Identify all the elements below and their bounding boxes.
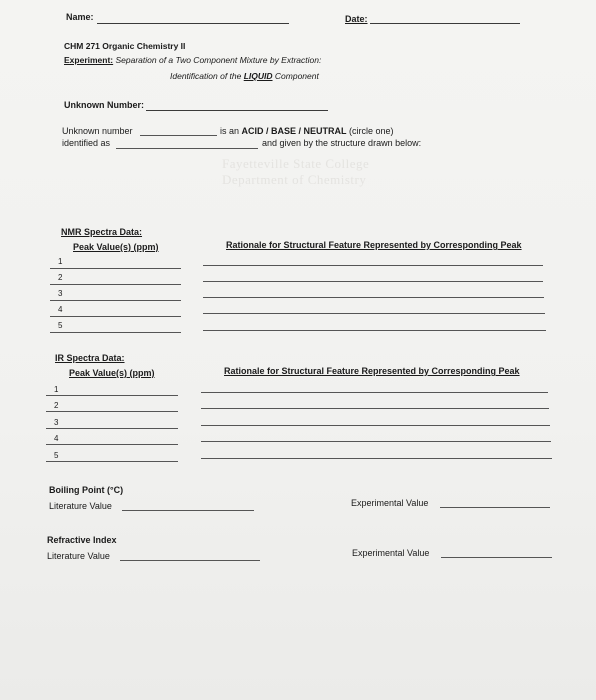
- ir-peak-field[interactable]: [46, 428, 178, 429]
- nmr-row-number: 2: [58, 273, 63, 282]
- nmr-rationale-field[interactable]: [203, 297, 544, 298]
- ir-peak-field[interactable]: [46, 444, 178, 445]
- ir-row-number: 1: [54, 385, 59, 394]
- nmr-row-number: 4: [58, 305, 63, 314]
- unknown-sentence-right-2: and given by the structure drawn below:: [262, 138, 422, 148]
- experiment-line: [64, 55, 321, 66]
- unknown-number-blank[interactable]: [140, 135, 217, 136]
- date-field[interactable]: [370, 23, 520, 24]
- identification-prefix: Identification of the: [170, 71, 244, 81]
- nmr-row-number: 3: [58, 289, 63, 298]
- nmr-peak-header: [73, 242, 159, 253]
- nmr-section-title: NMR Spectra Data:: [61, 227, 143, 237]
- nmr-row-number: 1: [58, 257, 63, 266]
- ir-row-number: 4: [54, 434, 59, 443]
- identification-line: [170, 71, 319, 82]
- ir-section-title: IR Spectra Data:: [55, 353, 125, 363]
- nmr-rationale-field[interactable]: [203, 313, 545, 314]
- acid-base-prefix: is an: [220, 126, 242, 136]
- nmr-peak-header-text: Peak Value(s) (ppm): [73, 242, 159, 252]
- name-label: Name:: [66, 12, 94, 22]
- boiling-experimental-field[interactable]: [440, 507, 550, 508]
- experiment-label: Experiment:: [64, 55, 114, 65]
- ir-row-number: 2: [54, 401, 59, 410]
- identified-as-blank[interactable]: [116, 148, 258, 149]
- nmr-peak-field[interactable]: [50, 300, 181, 301]
- boiling-point-title: Boiling Point (°C): [49, 485, 124, 495]
- unknown-number-field[interactable]: [146, 110, 328, 111]
- unknown-sentence-right-1: [220, 126, 394, 137]
- ir-rationale-header: Rationale for Structural Feature Represented by Corresponding Peak: [224, 366, 520, 376]
- ir-row-number: 3: [54, 418, 59, 427]
- ir-peak-header-text: Peak Value(s) (ppm): [69, 368, 155, 378]
- refractive-index-title: Refractive Index: [47, 535, 117, 545]
- boiling-literature-label: Literature Value: [49, 501, 112, 511]
- ir-rationale-field[interactable]: [201, 425, 550, 426]
- ir-peak-header: [69, 368, 155, 379]
- nmr-peak-field[interactable]: [50, 332, 181, 333]
- unknown-number-label: Unknown Number:: [64, 100, 144, 110]
- boiling-literature-field[interactable]: [122, 510, 254, 511]
- refractive-experimental-field[interactable]: [441, 557, 552, 558]
- course-title: CHM 271 Organic Chemistry II: [64, 41, 186, 51]
- circle-one-note: (circle one): [346, 126, 394, 136]
- experiment-title: Separation of a Two Component Mixture by Extraction:: [115, 55, 322, 65]
- unknown-sentence-left-2: identified as: [62, 138, 111, 148]
- nmr-rationale-field[interactable]: [203, 281, 543, 282]
- ir-rationale-field[interactable]: [201, 441, 551, 442]
- nmr-rationale-field[interactable]: [203, 265, 543, 266]
- nmr-rationale-field[interactable]: [203, 330, 546, 331]
- watermark-line-2: Department of Chemistry: [222, 172, 367, 187]
- acid-base-neutral-options[interactable]: ACID / BASE / NEUTRAL: [241, 126, 347, 136]
- nmr-peak-field[interactable]: [50, 268, 181, 269]
- date-label: Date:: [345, 14, 368, 24]
- unknown-sentence-left-1: Unknown number: [62, 126, 133, 136]
- watermark-line-1: Fayetteville State College: [222, 156, 370, 171]
- ir-peak-field[interactable]: [46, 461, 178, 462]
- refractive-experimental-label: Experimental Value: [352, 548, 430, 558]
- name-field[interactable]: [97, 23, 289, 24]
- identification-suffix: Component: [272, 71, 319, 81]
- ir-rationale-field[interactable]: [201, 392, 548, 393]
- boiling-experimental-label: Experimental Value: [351, 498, 429, 508]
- nmr-rationale-header: Rationale for Structural Feature Represented by Corresponding Peak: [226, 240, 522, 250]
- ir-peak-field[interactable]: [46, 395, 178, 396]
- ir-row-number: 5: [54, 451, 59, 460]
- refractive-literature-label: Literature Value: [47, 551, 110, 561]
- identification-liquid: LIQUID: [243, 71, 273, 81]
- ir-peak-field[interactable]: [46, 411, 178, 412]
- nmr-peak-field[interactable]: [50, 284, 181, 285]
- ir-rationale-field[interactable]: [201, 408, 549, 409]
- refractive-literature-field[interactable]: [120, 560, 260, 561]
- nmr-peak-field[interactable]: [50, 316, 181, 317]
- ir-rationale-field[interactable]: [201, 458, 552, 459]
- nmr-row-number: 5: [58, 321, 63, 330]
